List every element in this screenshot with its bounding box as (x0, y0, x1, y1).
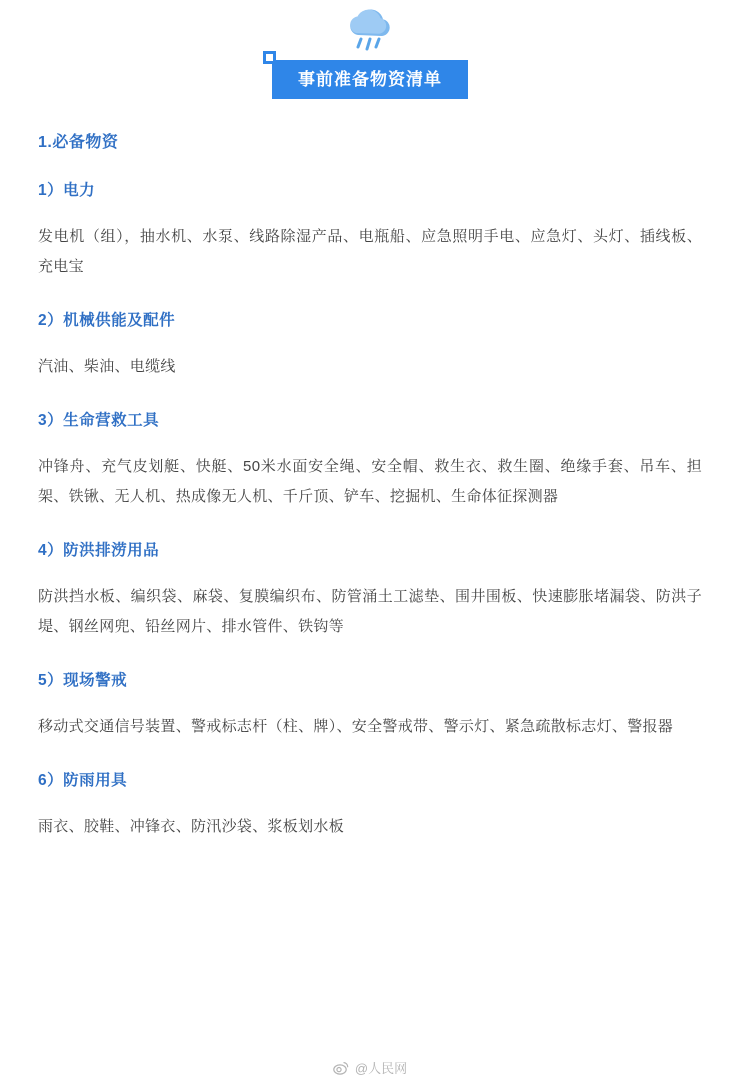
subsection-title: 1）电力 (38, 182, 96, 199)
footer-watermark (0, 1058, 740, 1077)
weibo-icon (333, 1061, 349, 1075)
title-banner-row (0, 60, 740, 99)
list-item (38, 768, 702, 842)
subsection-title: 6）防雨用具 (38, 772, 128, 789)
subsection-text: 冲锋舟、充气皮划艇、快艇、50米水面安全绳、安全帽、救生衣、救生圈、绝缘手套、吊车、担架、铁锹、无人机、热成像无人机、千斤顶、铲车、挖掘机、生命体征探测器 (38, 458, 702, 505)
subsection-text: 移动式交通信号装置、警戒标志杆（柱、牌）、安全警戒带、警示灯、紧急疏散标志灯、警报器 (38, 718, 674, 735)
list-item (38, 408, 702, 512)
banner-corner-square (263, 51, 276, 64)
page-title: 事前准备物资清单 (298, 70, 442, 89)
subsection-title: 4）防洪排涝用品 (38, 542, 160, 559)
list-item (38, 178, 702, 282)
header-icon-area (0, 0, 740, 56)
list-item (38, 308, 702, 382)
page-title-banner (272, 60, 468, 99)
document-content (0, 129, 740, 842)
subsection-text: 防洪挡水板、编织袋、麻袋、复膜编织布、防管涌土工滤垫、围井围板、快速膨胀堵漏袋、防洪子堤、钢丝网兜、铅丝网片、排水管件、铁钩等 (38, 588, 702, 635)
watermark-text: @人民网 (354, 1061, 408, 1076)
subsection-title: 2）机械供能及配件 (38, 312, 176, 329)
section-title: 1.必备物资 (38, 134, 119, 151)
subsection-text: 汽油、柴油、电缆线 (38, 358, 176, 375)
subsection-text: 发电机（组），抽水机、水泵、线路除湿产品、电瓶船、应急照明手电、应急灯、头灯、插线板、充电宝 (38, 228, 702, 275)
subsection-title: 5）现场警戒 (38, 672, 128, 689)
subsection-title: 3）生命营救工具 (38, 412, 160, 429)
rain-cloud-icon (343, 8, 397, 54)
list-item (38, 668, 702, 742)
subsection-text: 雨衣、胶鞋、冲锋衣、防汛沙袋、浆板划水板 (38, 818, 345, 835)
list-item (38, 538, 702, 642)
